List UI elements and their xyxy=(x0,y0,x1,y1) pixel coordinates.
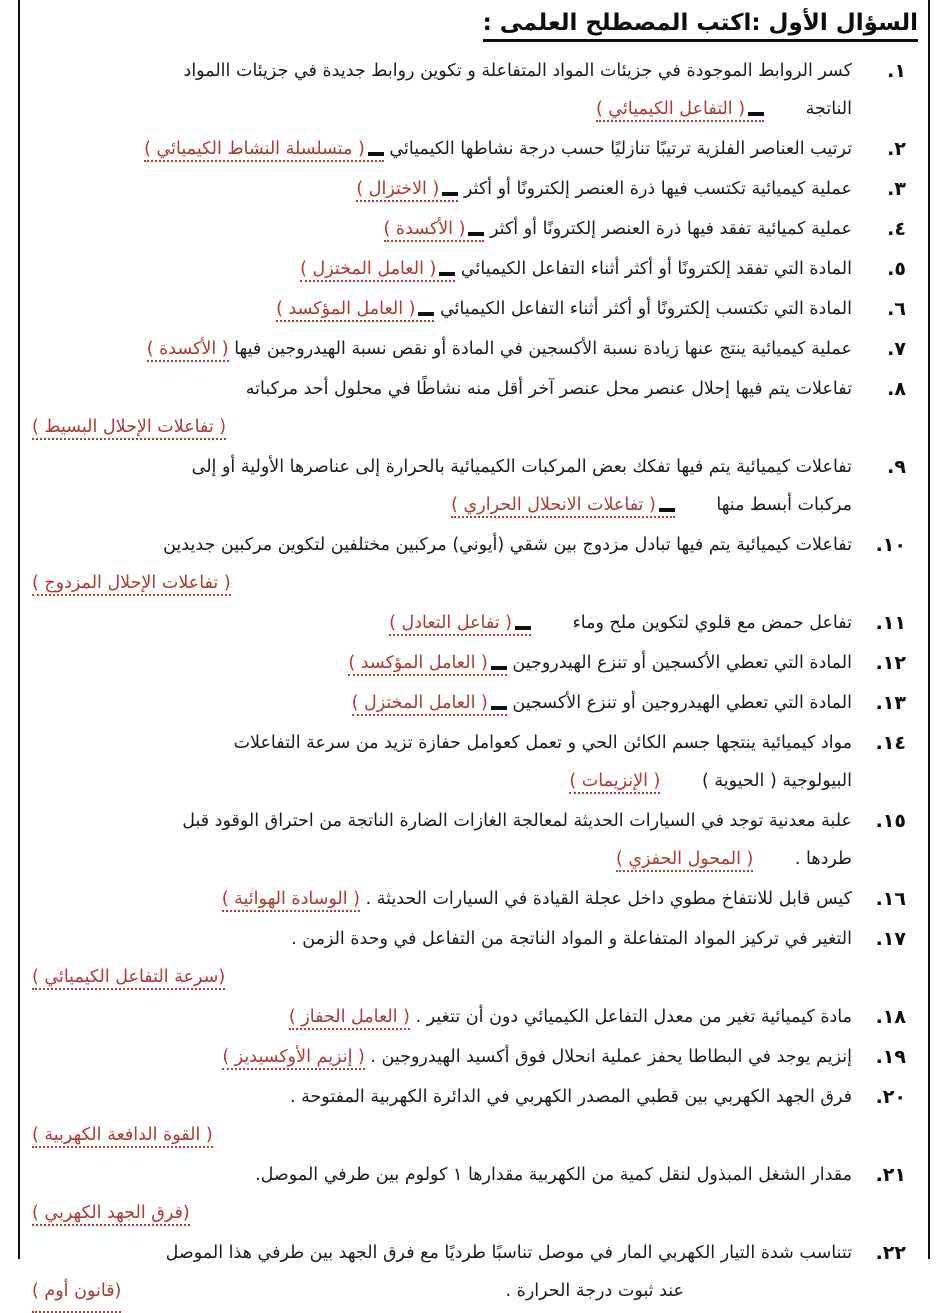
question-item xyxy=(32,1234,906,1313)
question-body xyxy=(32,1078,852,1154)
question-text: ترتيب العناصر الفلزية ترتيبًا تنازليًا حسب درجة نشاطها الكيميائي xyxy=(389,139,852,159)
question-number: ١. xyxy=(887,60,906,82)
question-line xyxy=(32,90,852,128)
answer-text: ( تفاعلات الإحلال البسيط ) xyxy=(32,417,226,440)
question-line xyxy=(32,1078,852,1116)
question-text: علبة معدنية توجد في السيارات الحديثة لمعالجة الغازات الضارة الناتجة من احتراق الوقود قبل xyxy=(182,811,852,831)
question-item xyxy=(32,290,906,328)
question-body xyxy=(32,330,852,368)
answer-text: ( تفاعلات الإحلال المزدوج ) xyxy=(32,573,231,596)
answer-text: ( العامل الحفاز ) xyxy=(289,1007,410,1030)
question-text: التغير في تركيز المواد المتفاعلة و المواد الناتجة من التفاعل في وحدة الزمن . xyxy=(291,929,852,949)
question-text: عملية كميائية تفقد فيها ذرة العنصر إلكترونًا أو أكثر xyxy=(490,219,852,239)
question-number: ٨. xyxy=(887,378,906,400)
answer-text: ( العامل المؤكسد ) xyxy=(348,653,506,676)
question-number: ١٥. xyxy=(875,810,906,832)
question-line xyxy=(32,724,852,762)
question-line xyxy=(32,1234,852,1272)
question-text: عند ثبوت درجة الحرارة . xyxy=(505,1281,684,1301)
question-body xyxy=(32,250,852,288)
question-text: فرق الجهد الكهربي بين قطبي المصدر الكهربي في الدائرة الكهربية المفتوحة . xyxy=(289,1087,852,1107)
question-number: ١٠. xyxy=(875,534,906,556)
question-number: ١٤. xyxy=(875,732,906,754)
question-text: المادة التي تفقد إلكترونًا أو أكثر أثناء التفاعل الكيميائي xyxy=(460,259,852,279)
question-text: تفاعل حمض مع قلوي لتكوين ملح وماء xyxy=(572,613,852,633)
question-line xyxy=(32,130,852,168)
worksheet-page xyxy=(18,0,930,1301)
question-body xyxy=(32,52,852,128)
question-line xyxy=(32,1116,852,1154)
question-number: ١٩. xyxy=(875,1046,906,1068)
question-item xyxy=(32,684,906,722)
question-text: المادة التي تعطي الهيدروجين أو تنزع الأكسجين xyxy=(512,693,852,713)
question-line xyxy=(32,644,852,682)
answer-text: ( التفاعل الكيميائي ) xyxy=(596,99,764,122)
question-number: ٢١. xyxy=(875,1164,906,1186)
question-line xyxy=(32,408,852,446)
question-body xyxy=(32,526,852,602)
question-item xyxy=(32,250,906,288)
question-body xyxy=(32,1156,852,1232)
answer-text: ( الإنزيمات ) xyxy=(569,771,660,794)
question-item xyxy=(32,1038,906,1076)
question-line xyxy=(32,762,852,800)
question-text: تفاعلات يتم فيها إحلال عنصر محل عنصر آخر أقل منه نشاطًا في محلول أحد مركباته xyxy=(245,379,852,399)
question-item xyxy=(32,920,906,996)
question-line xyxy=(32,958,852,996)
question-body xyxy=(32,210,852,248)
question-line xyxy=(32,330,852,368)
question-body xyxy=(32,684,852,722)
question-body xyxy=(32,604,852,642)
answer-text: ( العامل المختزل ) xyxy=(300,259,455,282)
question-line xyxy=(32,210,852,248)
question-item xyxy=(32,210,906,248)
question-line xyxy=(32,604,852,642)
question-text: مقدار الشغل المبذول لنقل كمية من الكهربية مقدارها ١ كولوم بين طرفي الموصل. xyxy=(255,1165,852,1185)
question-body xyxy=(32,802,852,878)
question-text: عملية كيميائية ينتج عنها زيادة نسبة الأكسجين في المادة أو نقص نسبة الهيدروجين فيها xyxy=(234,339,852,359)
question-text: طردها . xyxy=(794,849,852,869)
question-number: ٩. xyxy=(887,456,906,478)
question-number: ٦. xyxy=(887,298,906,320)
question-text: المادة التي تعطي الأكسجين أو تنزع الهيدروجين xyxy=(512,653,852,673)
question-line xyxy=(32,920,852,958)
question-item xyxy=(32,330,906,368)
question-number: ١٦. xyxy=(875,888,906,910)
answer-text: ( متسلسلة النشاط الكيميائي ) xyxy=(144,139,384,162)
question-text: المادة التي تكتسب إلكترونًا أو أكثر أثناء التفاعل الكيميائي xyxy=(440,299,852,319)
question-line xyxy=(32,448,852,486)
question-line xyxy=(32,1038,852,1076)
question-item xyxy=(32,1078,906,1154)
question-text: تفاعلات كيميائية يتم فيها تبادل مزدوج بين شقي (أيوني) مركبين مختلفين لتكوين مركبين جديدين xyxy=(163,535,852,555)
question-item xyxy=(32,604,906,642)
answer-text: (قانون أوم ) xyxy=(32,1272,121,1313)
question-line xyxy=(32,486,852,524)
question-line xyxy=(32,1194,852,1232)
question-line xyxy=(32,1272,852,1313)
question-body xyxy=(32,290,852,328)
question-item xyxy=(32,370,906,446)
question-item xyxy=(32,1156,906,1232)
answer-text: ( المحول الحفزي ) xyxy=(616,849,753,872)
question-number: ٢٢. xyxy=(875,1242,906,1264)
question-number: ١٧. xyxy=(875,928,906,950)
question-body xyxy=(32,1234,852,1313)
answer-text: ( الاختزال ) xyxy=(356,179,458,202)
question-text: تتناسب شدة التيار الكهربي المار في موصل تناسبًا طرديًا مع فرق الجهد بين طرفي هذا الموصل xyxy=(165,1243,852,1263)
question-text: مركبات أبسط منها xyxy=(716,495,852,515)
question-number: ٤. xyxy=(887,218,906,240)
answer-text: ( الوسادة الهوائية ) xyxy=(222,889,360,912)
question-number: ٢٠. xyxy=(875,1086,906,1108)
question-number: ١٢. xyxy=(875,652,906,674)
answer-text: ( تفاعل التعادل ) xyxy=(389,613,531,636)
answer-text: ( تفاعلات الانحلال الحراري ) xyxy=(451,495,675,518)
question-line xyxy=(32,290,852,328)
question-body xyxy=(32,370,852,446)
question-line xyxy=(32,998,852,1036)
question-number: ٥. xyxy=(887,258,906,280)
question-body xyxy=(32,130,852,168)
question-text: إنزيم يوجد في البطاطا يحفز عملية انحلال فوق أكسيد الهيدروجين . xyxy=(370,1047,852,1067)
page-title-text: السؤال الأول :اكتب المصطلح العلمى : xyxy=(483,10,918,42)
question-line xyxy=(32,684,852,722)
question-list xyxy=(32,52,920,1313)
question-text: البيولوجية ( الحيوية ) xyxy=(701,771,852,791)
page-title xyxy=(32,4,920,40)
question-body xyxy=(32,1038,852,1076)
question-line xyxy=(32,802,852,840)
question-item xyxy=(32,170,906,208)
question-line xyxy=(32,52,852,90)
answer-text: ( إنزيم الأوكسيديز ) xyxy=(222,1047,364,1070)
question-body xyxy=(32,170,852,208)
question-text: الناتجة xyxy=(805,99,852,119)
question-body xyxy=(32,724,852,800)
question-number: ٧. xyxy=(887,338,906,360)
question-text: كسر الروابط الموجودة في جزيئات المواد المتفاعلة و تكوين روابط جديدة في جزيئات االمواد xyxy=(183,61,852,81)
question-line xyxy=(32,170,852,208)
question-line xyxy=(32,526,852,564)
question-body xyxy=(32,448,852,524)
answer-text: ( الأكسدة ) xyxy=(384,219,485,242)
answer-text: ( القوة الدافعة الكهربية ) xyxy=(32,1125,213,1148)
question-line xyxy=(32,250,852,288)
question-body xyxy=(32,880,852,918)
question-item xyxy=(32,448,906,524)
question-text: مواد كيميائية ينتجها جسم الكائن الحي و تعمل كعوامل حفازة تزيد من سرعة التفاعلات xyxy=(233,733,852,753)
answer-text: ( الأكسدة ) xyxy=(147,339,229,362)
question-line xyxy=(32,1156,852,1194)
question-body xyxy=(32,920,852,996)
question-number: ٣. xyxy=(887,178,906,200)
question-item xyxy=(32,802,906,878)
question-line xyxy=(32,370,852,408)
answer-text: (سرعة التفاعل الكيميائي ) xyxy=(32,967,225,990)
answer-text: (فرق الجهد الكهربي ) xyxy=(32,1203,190,1226)
answer-text: ( العامل المؤكسد ) xyxy=(276,299,434,322)
question-line xyxy=(32,840,852,878)
question-item xyxy=(32,724,906,800)
question-number: ١٨. xyxy=(875,1006,906,1028)
question-body xyxy=(32,644,852,682)
question-text: تفاعلات كيميائية يتم فيها تفكك بعض المركبات الكيميائية بالحرارة إلى عناصرها الأولية أو إلى xyxy=(191,457,852,477)
question-item xyxy=(32,644,906,682)
question-number: ٢. xyxy=(887,138,906,160)
question-text: عملية كيميائية تكتسب فيها ذرة العنصر إلكترونًا أو أكثر xyxy=(463,179,852,199)
question-item xyxy=(32,526,906,602)
question-item xyxy=(32,130,906,168)
question-body xyxy=(32,998,852,1036)
question-number: ١٣. xyxy=(875,692,906,714)
question-line xyxy=(32,880,852,918)
question-item xyxy=(32,880,906,918)
question-item xyxy=(32,998,906,1036)
answer-text: ( العامل المختزل ) xyxy=(352,693,507,716)
question-text: كيس قابل للانتفاخ مطوي داخل عجلة القيادة في السيارات الحديثة . xyxy=(365,889,852,909)
question-text: مادة كيميائية تغير من معدل التفاعل الكيميائي دون أن تتغير . xyxy=(415,1007,852,1027)
question-item xyxy=(32,52,906,128)
question-number: ١١. xyxy=(875,612,906,634)
question-line xyxy=(32,564,852,602)
